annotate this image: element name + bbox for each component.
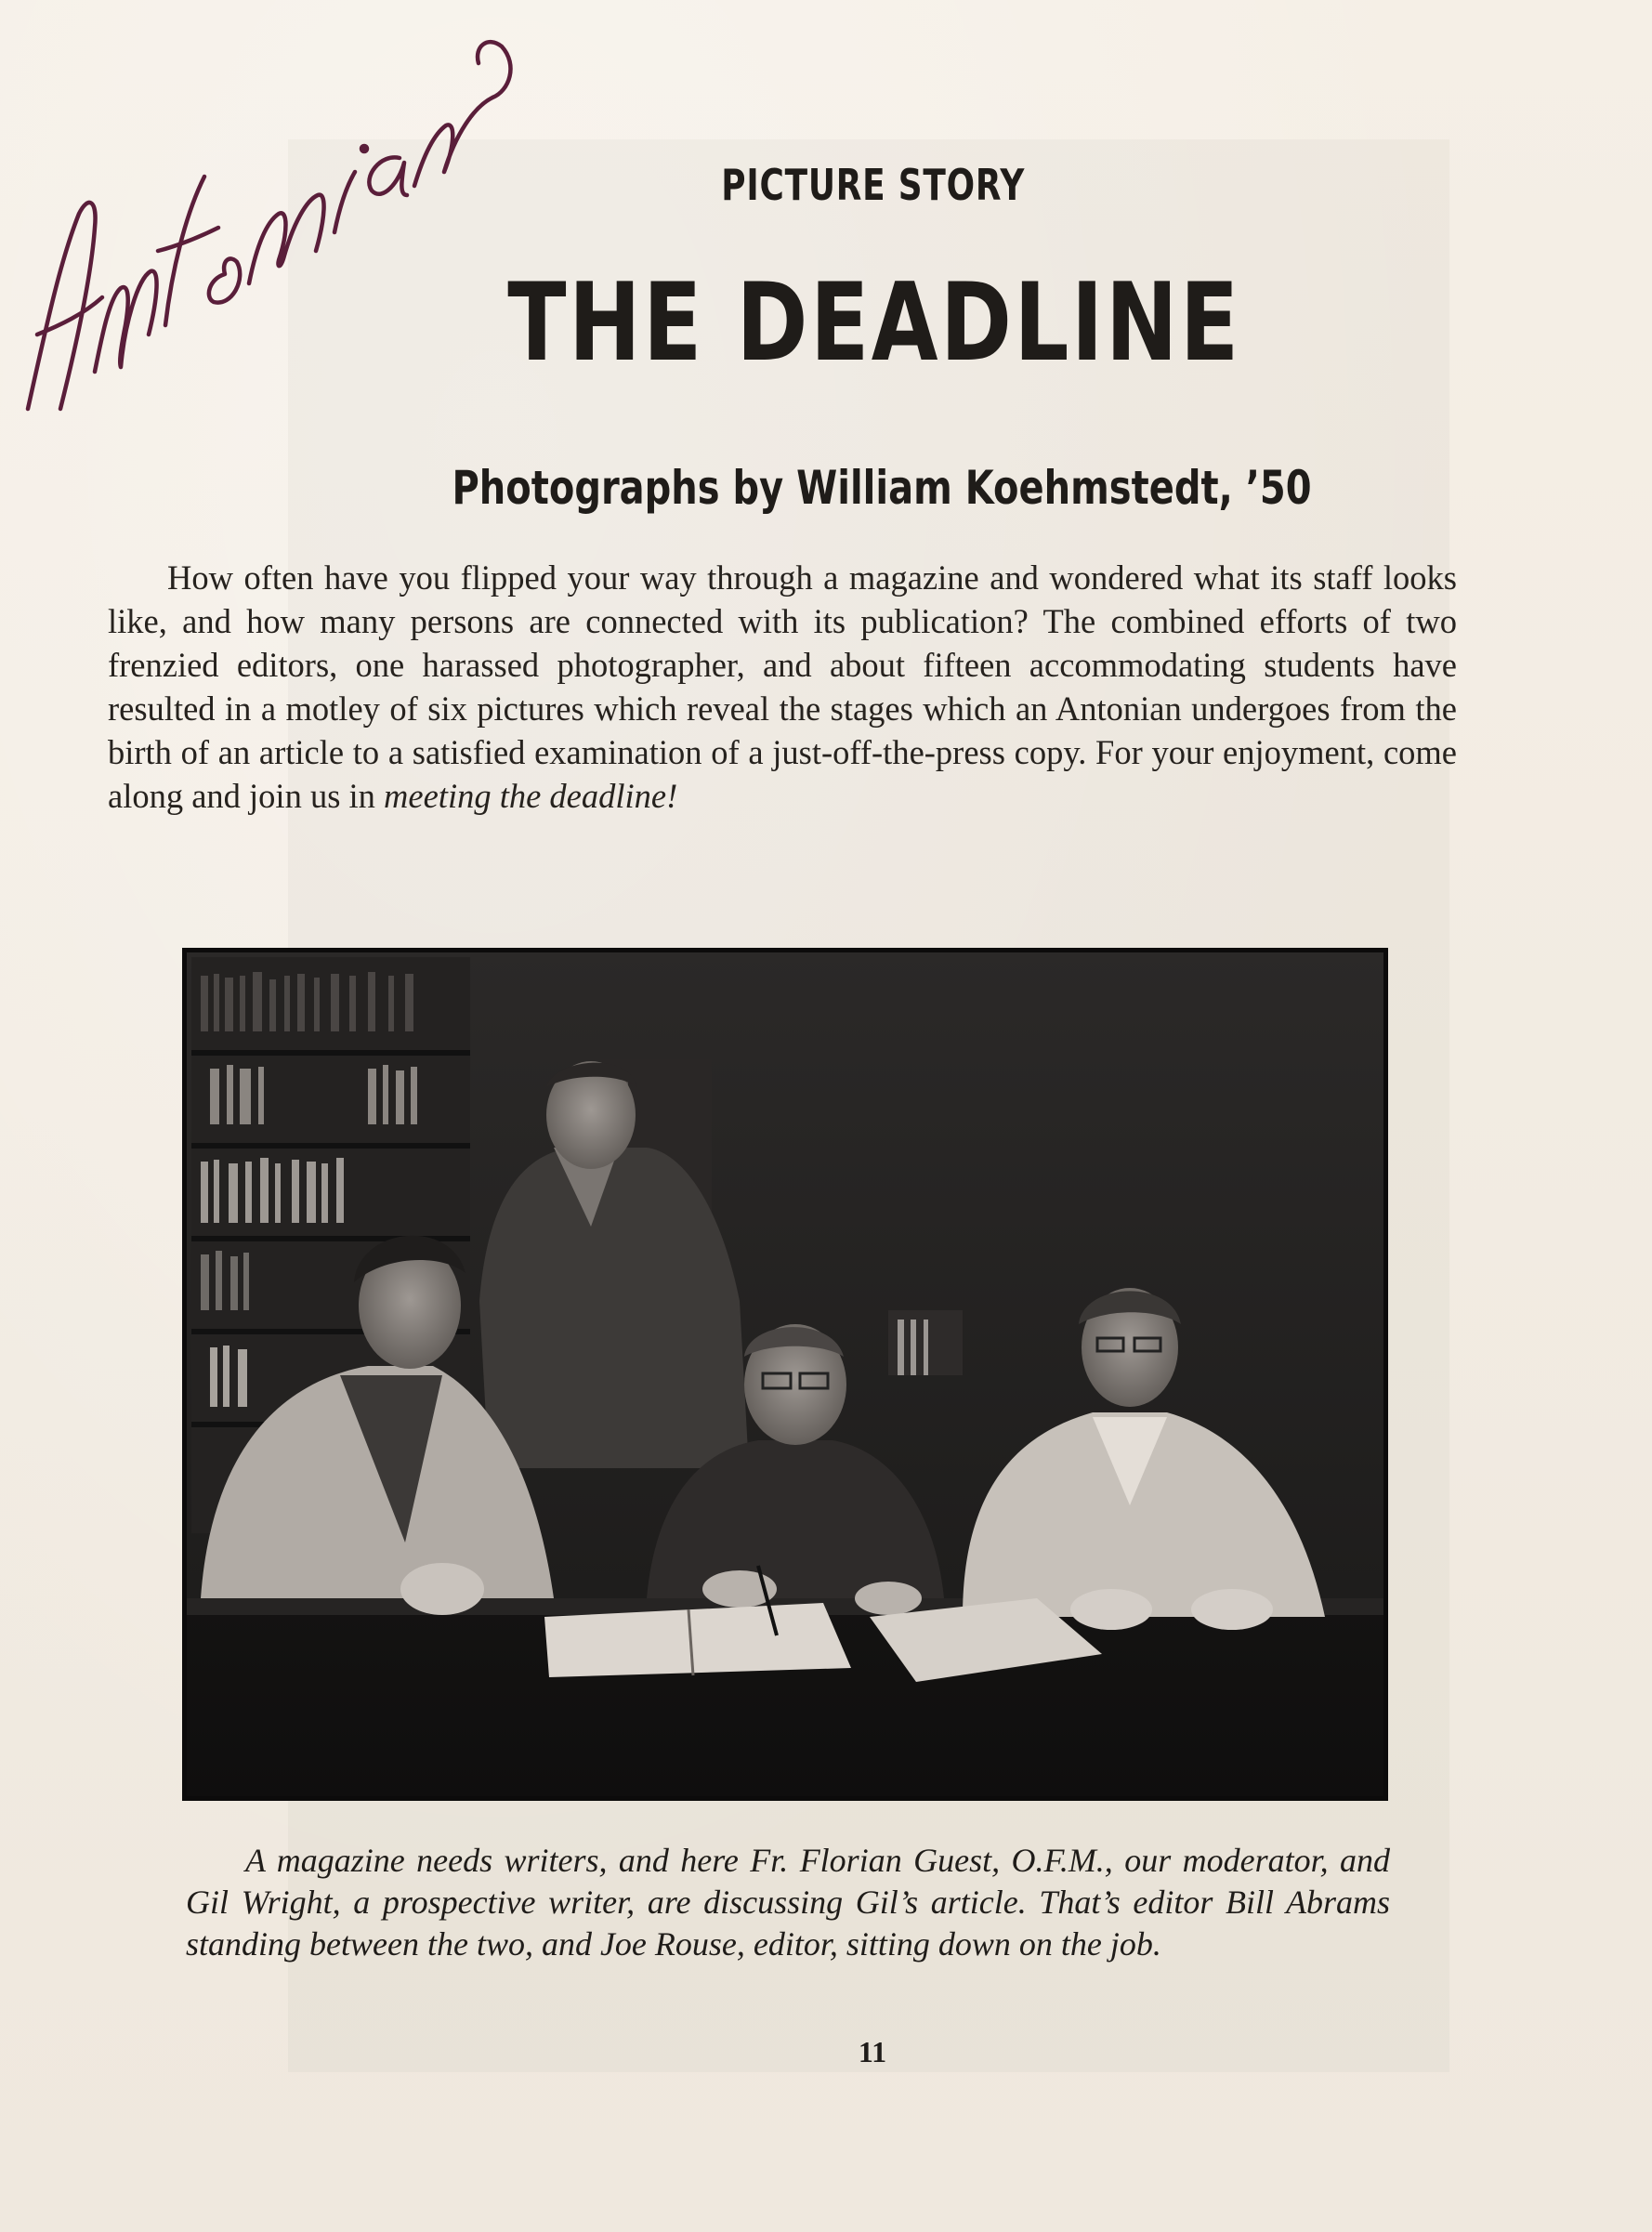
photo-caption: A magazine needs writers, and here Fr. Florian Guest, O.F.M., our moderator, and Gil Wright, a prospective writer, are discussing Gil’s article. That’s editor Bill Abrams standing between the two, and Joe Rouse, editor, sitting down on the job. bbox=[186, 1842, 1390, 1963]
page-number: 11 bbox=[858, 2035, 887, 2068]
intro-paragraph bbox=[108, 556, 1457, 818]
photograph bbox=[182, 948, 1388, 1801]
photo-credit-byline: Photographs by William Koehmstedt, ’50 bbox=[452, 461, 1312, 515]
intro-emphasis: meeting the deadline! bbox=[384, 777, 678, 815]
intro-text: How often have you flipped your way through a magazine and wondered what its staff looks like, and how many persons are connected with its publication? The combined efforts of two frenzied editors, one harassed photographer, and about fifteen accommodating students have resulted in a motley of six pictures which reveal the stages which an Antonian undergoes from the birth of an article to a satisfied examination of a just-off-the-press copy. For your enjoyment, come along and join us in bbox=[108, 558, 1457, 815]
section-kicker: PICTURE STORY bbox=[721, 160, 1026, 210]
page-title: THE DEADLINE bbox=[507, 260, 1241, 386]
